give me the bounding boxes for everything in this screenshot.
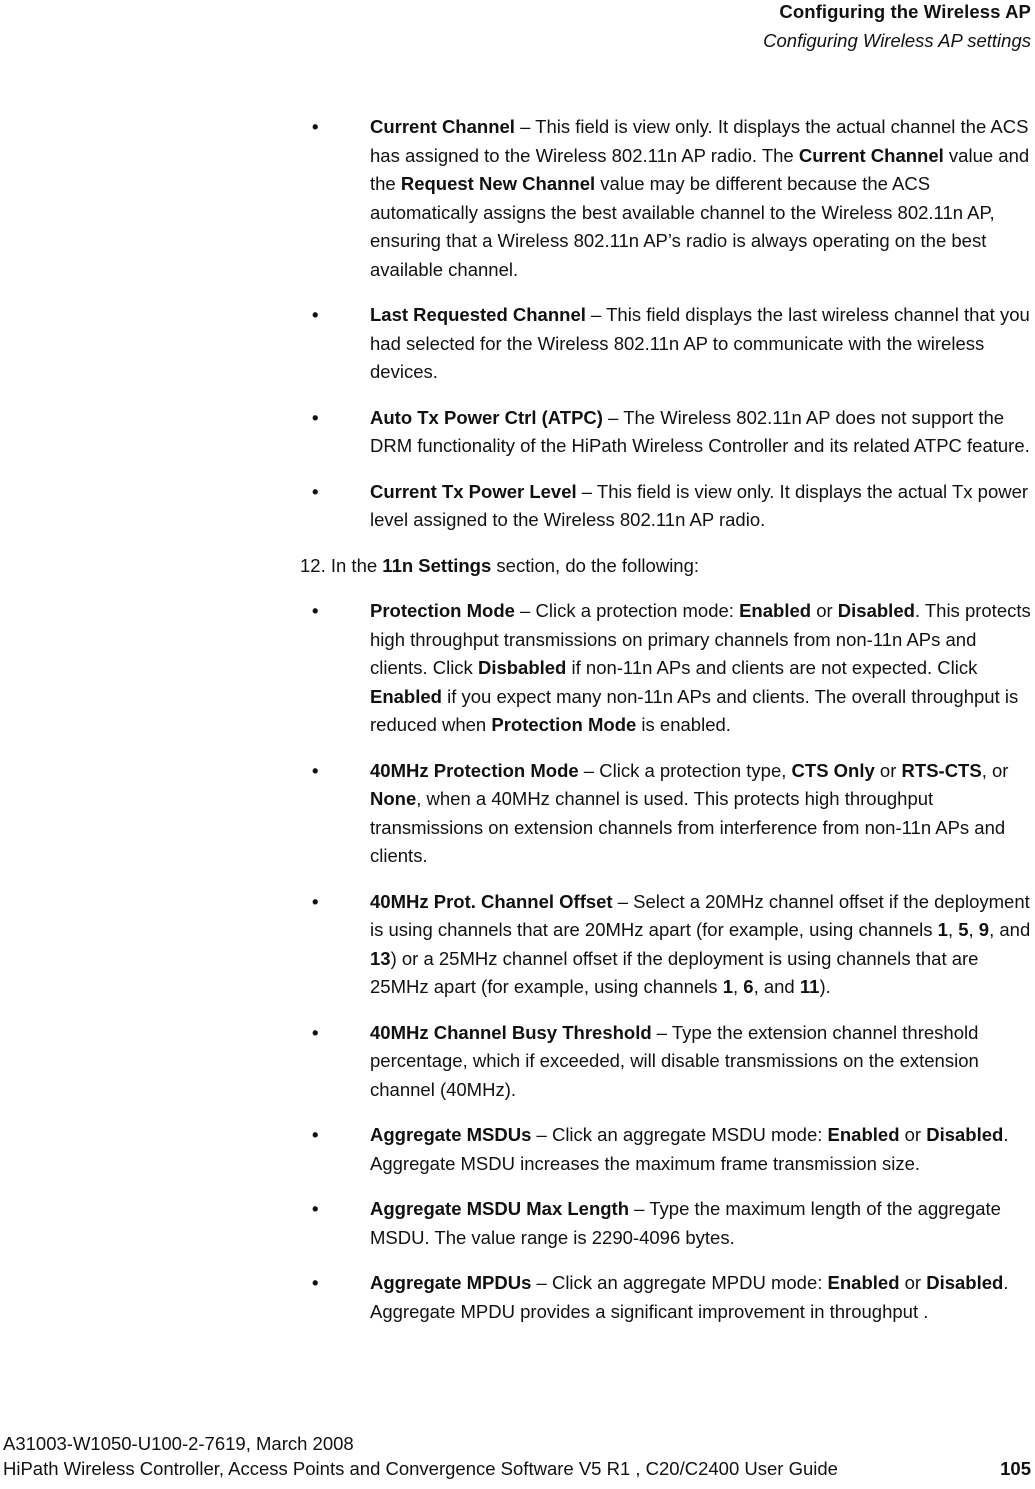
bold-term: Aggregate MPDUs [370, 1272, 532, 1293]
bullet-icon: • [312, 1272, 319, 1293]
bold-term: Aggregate MSDU Max Length [370, 1198, 630, 1219]
bullet-icon: • [312, 406, 319, 428]
bold-term: Last Requested Channel [370, 304, 586, 325]
bullet-icon: • [312, 304, 319, 325]
chapter-title: Configuring the Wireless AP [779, 1, 1031, 22]
list-item [300, 113, 1035, 284]
bullet-icon: • [312, 1198, 319, 1219]
bold-term: 13 [370, 947, 391, 969]
bold-term: 5 [958, 919, 969, 940]
list-item-text: Last Requested Channel – This field displays the last wireless channel that you had selected for the Wireless 802.11n AP to communicate with the wireless devices. [370, 304, 1030, 382]
step-12: 12. In the 11n Settings section, do the following: [300, 554, 700, 576]
list-item [300, 1195, 1035, 1252]
bold-term: 1 [937, 919, 948, 940]
list-item [300, 1019, 1035, 1105]
list-item-text: 40MHz Protection Mode – Click a protection type, CTS Only or RTS-CTS, or None, when a 40MHz channel is used. This protects high throughput transmissions on extension channels from interference from non-11n APs and clients. [370, 759, 1009, 866]
bold-term: Enabled [827, 1124, 900, 1145]
bold-term: Disbabled [477, 657, 567, 678]
bullet-icon: • [312, 116, 319, 137]
list-item-text: Auto Tx Power Ctrl (ATPC) – The Wireless 802.11n AP does not support the DRM functionality of the HiPath Wireless Controller and its related ATPC feature. [370, 406, 1030, 456]
bold-term: 40MHz Protection Mode [370, 759, 579, 781]
bullet-icon: • [312, 890, 319, 912]
bold-term: Current Tx Power Level [370, 480, 577, 502]
document-body [300, 113, 1035, 1343]
bold-term: Disabled [837, 600, 915, 621]
bold-term: Enabled [827, 1272, 900, 1293]
bullet-icon: • [312, 759, 319, 781]
page-header [763, 0, 1031, 54]
bold-term: 11 [799, 976, 820, 997]
page-number: 105 [1000, 1458, 1031, 1479]
bold-term: Current Channel [370, 116, 515, 137]
bullet-icon: • [312, 480, 319, 502]
bold-term: 40MHz Channel Busy Threshold [370, 1021, 652, 1043]
list-item-text: Protection Mode – Click a protection mode: Enabled or Disabled. This protects high throughput transmissions on primary channels from non-11n APs and clients. Click Disbabled if non-11n APs and clients are not expected. Click Enabled if you expect many non-11n APs and clients. The overall throughput is reduced when Protection Mode is enabled. [370, 600, 1031, 735]
bold-term: 11n Settings [382, 554, 492, 576]
list-item-text: Aggregate MSDU Max Length – Type the maximum length of the aggregate MSDU. The value range is 2290-4096 bytes. [370, 1198, 1001, 1248]
bold-term: Current Channel [798, 144, 944, 166]
bullet-icon: • [312, 1021, 319, 1043]
bold-term: Aggregate MSDUs [370, 1124, 532, 1145]
bold-term: Disabled [926, 1124, 1004, 1145]
bullet-icon: • [312, 1124, 319, 1145]
bold-term: CTS Only [791, 759, 875, 781]
list-item-text: Current Tx Power Level – This field is view only. It displays the actual Tx power level assigned to the Wireless 802.11n AP radio. [370, 480, 1029, 530]
bullet-icon: • [312, 600, 319, 621]
list-item-text: Current Channel – This field is view only. It displays the actual channel the ACS has assigned to the Wireless 802.11n AP radio. The Current Channel value and the Request New Channel value may be different because the ACS automatically assigns the best available channel to the Wireless 802.11n AP, ensuring that a Wireless 802.11n AP’s radio is always operating on the best available channel. [370, 116, 1030, 280]
bold-term: 6 [743, 976, 754, 997]
document-id: A31003-W1050-U100-2-7619, March 2008 [3, 1433, 354, 1454]
section-title: Configuring Wireless AP settings [763, 30, 1031, 51]
bold-term: Disabled [926, 1272, 1004, 1293]
list-item-text: 40MHz Channel Busy Threshold – Type the extension channel threshold percentage, which if exceeded, will disable transmissions on the extension channel (40MHz). [370, 1021, 979, 1100]
11n-settings-list [300, 597, 1035, 1326]
page-footer [3, 1431, 1033, 1481]
list-item [300, 301, 1035, 387]
list-item [300, 597, 1035, 740]
list-item [300, 1269, 1035, 1326]
bold-term: None [370, 788, 417, 809]
bold-term: RTS-CTS [901, 759, 982, 781]
bold-term: Protection Mode [491, 714, 637, 735]
bold-term: Auto Tx Power Ctrl (ATPC) [370, 406, 603, 428]
bold-term: 40MHz Prot. Channel Offset [370, 890, 613, 912]
guide-title: HiPath Wireless Controller, Access Points and Convergence Software V5 R1 , C20/C2400 User Guide [3, 1458, 838, 1479]
bold-term: Protection Mode [370, 600, 515, 621]
list-item [300, 1121, 1035, 1178]
bold-term: Enabled [739, 600, 812, 621]
list-item-text: Aggregate MSDUs – Click an aggregate MSDU mode: Enabled or Disabled. Aggregate MSDU increases the maximum frame transmission size. [370, 1124, 1009, 1174]
bold-term: 9 [978, 919, 990, 940]
channel-settings-list [300, 113, 1035, 535]
list-item [300, 757, 1035, 871]
bold-term: 1 [722, 976, 733, 997]
list-item [300, 478, 1035, 535]
list-item-text: 40MHz Prot. Channel Offset – Select a 20MHz channel offset if the deployment is using channels that are 20MHz apart (for example, using channels 1, 5, 9, and 13) or a 25MHz channel offset if the deployment is using channels that are 25MHz apart (for example, using channels 1, 6, and 11). [370, 890, 1031, 997]
list-item [300, 404, 1035, 461]
bold-term: Request New Channel [400, 173, 596, 194]
bold-term: Enabled [370, 685, 442, 707]
list-item [300, 888, 1035, 1002]
list-item-text: Aggregate MPDUs – Click an aggregate MPDU mode: Enabled or Disabled. Aggregate MPDU provides a significant improvement in throughput . [370, 1272, 1009, 1322]
